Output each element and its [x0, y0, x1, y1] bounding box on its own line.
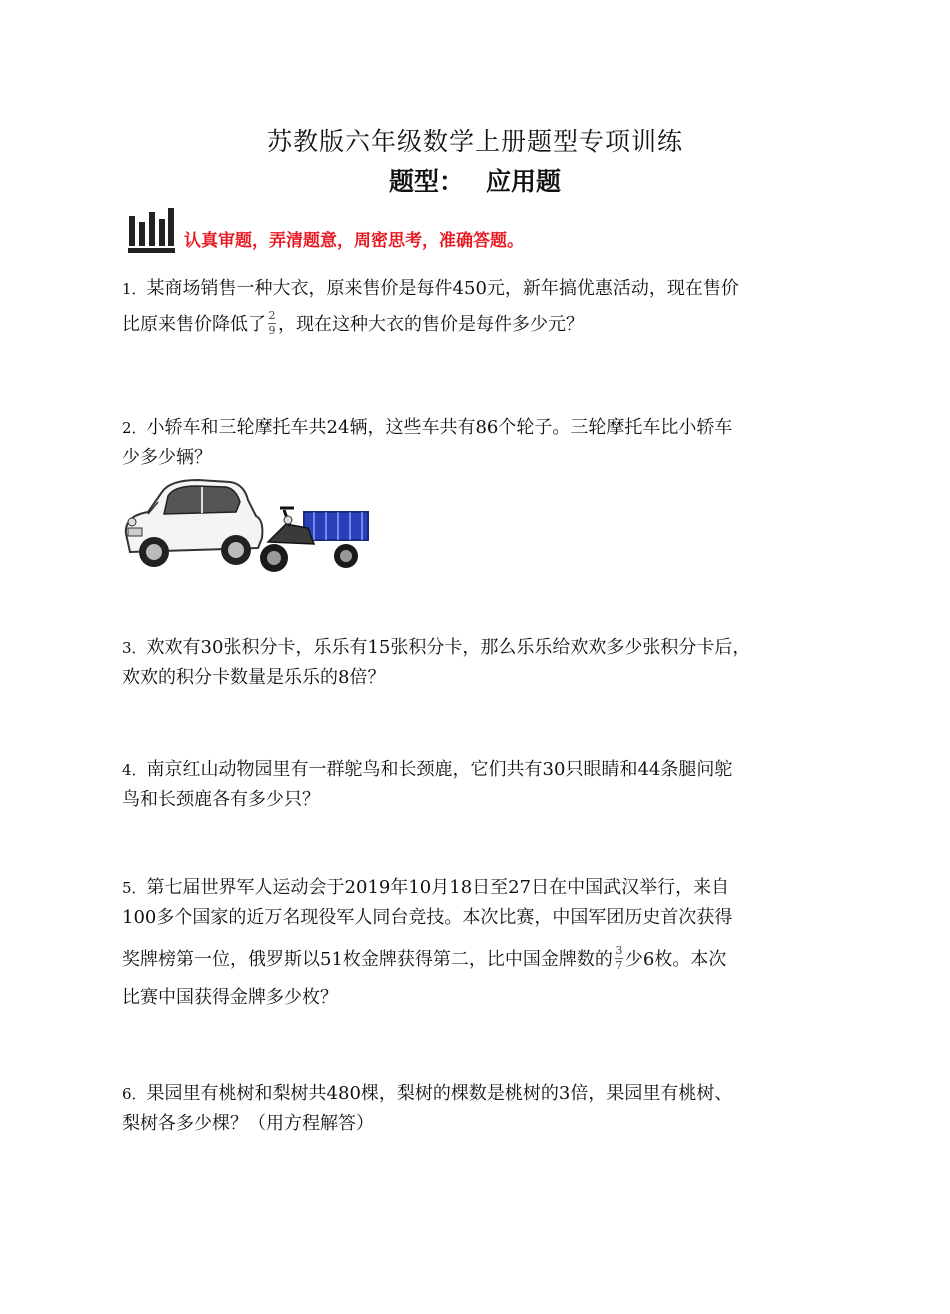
question-4 [122, 755, 842, 815]
question-2 [122, 413, 842, 473]
tricycle-image [260, 508, 368, 572]
question-text: 果园里有桃树和梨树共480棵，梨树的棵数是桃树的3倍，果园里有桃树、 [146, 1083, 733, 1104]
question-text: 比原来售价降低了 [122, 314, 266, 335]
vehicles-illustration [118, 472, 378, 582]
question-text: 某商场销售一种大衣，原来售价是每件450元，新年搞优惠活动，现在售价 [146, 278, 739, 299]
type-value: 应用题 [486, 167, 562, 196]
question-text: 南京红山动物园里有一群鸵鸟和长颈鹿，它们共有30只眼睛和44条腿问鸵 [146, 759, 733, 780]
fraction-denominator: 7 [615, 958, 623, 972]
fraction-numerator: 3 [615, 943, 623, 957]
page-subtitle [0, 162, 950, 198]
question-text: 100多个国家的近万名现役军人同台竞技。本次比赛，中国军团历史首次获得 [122, 907, 733, 928]
question-6 [122, 1079, 842, 1139]
question-text: 鸟和长颈鹿各有多少只？ [122, 789, 320, 810]
question-text: 第七届世界军人运动会于2019年10月18日至27日在中国武汉举行，来自 [146, 877, 730, 898]
car-image [126, 480, 263, 567]
question-text: 奖牌榜第一位，俄罗斯以51枚金牌获得第二，比中国金牌数的 [122, 949, 613, 970]
question-number: 1． [122, 280, 147, 298]
question-text: 小轿车和三轮摩托车共24辆，这些车共有86个轮子。三轮摩托车比小轿车 [146, 417, 733, 438]
question-number: 5． [122, 879, 147, 897]
bar-chart-icon [128, 208, 176, 254]
fraction-numerator: 2 [268, 308, 276, 322]
question-1 [122, 274, 842, 340]
question-text: 比赛中国获得金牌多少枚？ [122, 987, 338, 1008]
type-label: 题型： [388, 167, 464, 196]
question-number: 2． [122, 419, 147, 437]
fraction [268, 310, 276, 337]
question-text: 欢欢有30张积分卡，乐乐有15张积分卡，那么乐乐给欢欢多少张积分卡后， [146, 637, 751, 658]
fraction [615, 945, 623, 972]
question-5 [122, 873, 842, 1013]
question-3 [122, 633, 842, 693]
question-number: 4． [122, 761, 147, 779]
question-text: ，现在这种大衣的售价是每件多少元？ [278, 314, 584, 335]
question-text: 欢欢的积分卡数量是乐乐的8倍？ [122, 667, 386, 688]
question-number: 6． [122, 1085, 147, 1103]
motto-text: 认真审题，弄清题意，周密思考，准确答题。 [184, 231, 524, 251]
page-title: 苏教版六年级数学上册题型专项训练 [266, 127, 683, 156]
fraction-denominator: 9 [268, 323, 276, 337]
question-text: 少6枚。本次 [624, 949, 727, 970]
question-text: 梨树各多少棵？（用方程解答） [122, 1113, 374, 1134]
question-number: 3． [122, 639, 147, 657]
question-text: 少多少辆？ [122, 447, 212, 468]
